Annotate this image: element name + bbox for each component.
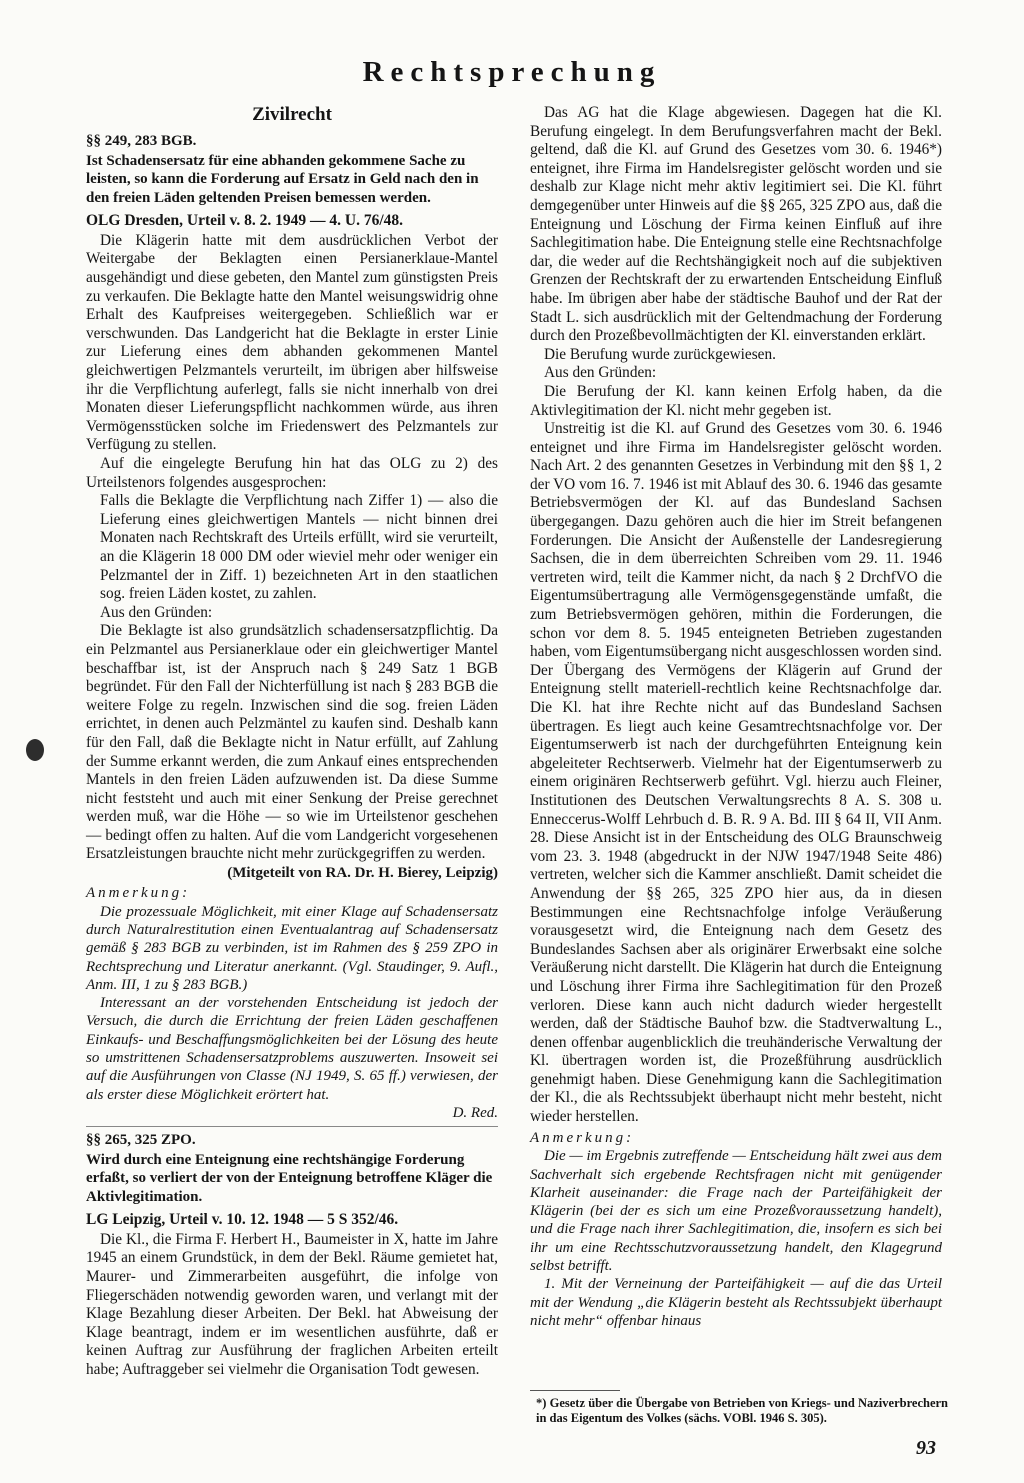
case2-grounds-label: Aus den Gründen: (544, 364, 657, 382)
case1-grounds-text: Die Beklagte ist also grundsätzlich schadensersatzpflichtig. Da ein Pelzmantel aus Persianerklaue oder ein gleichwertiger Mantel beschaffbar ist, ist der Anspruch nach § 249 Satz 1 BGB begründet. Für den Fall der Nichterfüllung ist nach § 283 BGB die weitere Folge zu regeln. Inzwischen sind die sog. freien Läden errichtet, in denen auch Pelzmäntel zu kaufen sind. Deshalb kann für den Fall, daß die Beklagte nicht in Natur erfüllt, auf Zahlung der Summe erkannt werden, die zum Ankauf eines entsprechenden Mantels in den freien Läden aufzuwenden ist. Da diese Summe nicht feststeht und auch mit einer Senkung der Preise gerechnet werden muß, war die Höhe — so wie im Urteilstenor geschehen — bedingt offen zu halten. Auf die vom Landgericht vorgesehenen Ersatzleistungen brauchte nicht mehr zurückgegriffen zu werden. (86, 622, 498, 863)
case2-note-2: 1. Mit der Verneinung der Parteifähigkeit — auf die das Urteil mit der Wendung „die Klägerin besteht als Rechtssubjekt überhaupt nicht mehr“ offenbar hinaus (530, 1276, 942, 1329)
left-column (86, 104, 498, 1380)
case1-signature: (Mitgeteilt von RA. Dr. H. Bierey, Leipzig) (227, 865, 498, 882)
case2-result: Die Berufung wurde zurückgewiesen. (544, 345, 776, 363)
footnote: *) Gesetz über die Übergabe von Betrieben von Kriegs- und Naziverbrechern in das Eigentum des Volkes (sächs. VOBl. 1946 S. 305). (536, 1396, 948, 1425)
case2-norm: §§ 265, 325 ZPO. (86, 1131, 196, 1148)
case2-facts: Die Kl., die Firma F. Herbert H., Baumeister in X, hatte im Jahre 1945 an einem Grundstück, in dem der Bekl. Räume gemietet hat, Maurer- und Zimmerarbeiten ausgeführt, die infolge von Fliegerschäden notwendig geworden waren, und verlangt mit der Klage Bezahlung dieser Arbeiten. Der Bekl. hat Abweisung der Klage beantragt, indem er im wesentlichen ausführte, daß er keinen Auftrag zur Ausführung der fraglichen Arbeiten erteilt habe; Auftraggeber sei vielmehr die Organisation Todt gewesen. (86, 1230, 498, 1378)
right-column (530, 104, 942, 1330)
page-number: 93 (916, 1437, 936, 1459)
case1-appeal: Auf die eingelegte Berufung hin hat das OLG zu 2) des Urteilstenors folgendes ausgesprochen: (86, 455, 498, 491)
case1-headnote: Ist Schadensersatz für eine abhanden gekommene Sache zu leisten, so kann die Forderung auf Ersatz in Geld nach den in den freien Läden geltenden Preisen bemessen werden. (86, 153, 479, 206)
case1-facts: Die Klägerin hatte mit dem ausdrücklichen Verbot der Weitergabe der Beklagten einen Persianerklaue-Mantel ausgehändigt und diese gebeten, den Mantel zum günstigsten Preis zu verkaufen. Die Beklagte hatte den Mantel weisungswidrig ohne Erhalt des Kaufpreises weitergegeben. Schließlich war er verschwunden. Das Landgericht hat die Beklagte in erster Linie zur Lieferung eines dem abhanden gekommenen Mantel gleichwertigen Pelzmantels verurteilt, im übrigen aber hilfsweise ihr die Verpflichtung auferlegt, falls sie nicht innerhalb von drei Monaten dieser Lieferungspflicht nachkommen würde, aus ihren Vermögensstücken solche im Friedenswert des Pelzmantels zur Verfügung zu stellen. (86, 231, 498, 454)
section-heading: Zivilrecht (252, 104, 332, 125)
case2-grounds-intro: Die Berufung der Kl. kann keinen Erfolg haben, da die Aktivlegitimation der Kl. nicht mehr gegeben ist. (530, 382, 942, 419)
case1-note-1: Die prozessuale Möglichkeit, mit einer Klage auf Schadensersatz durch Naturalrestitution einen Eventualantrag auf Schadensersatz gemäß § 283 BGB zu verbinden, ist im Rahmen des § 259 ZPO in Rechtsprechung und Literatur anerkannt. (Vgl. Staudinger, 9. Aufl., Anm. III, 1 zu § 283 BGB.) (86, 903, 498, 993)
case1-editor-mark: D. Red. (452, 1104, 498, 1121)
case2-note-label: Anmerkung: (530, 1129, 635, 1146)
case2-proceedings: Das AG hat die Klage abgewiesen. Dagegen hat die Kl. Berufung eingelegt. In dem Berufungsverfahren macht der Bekl. geltend, daß die Kl. auf Grund des Gesetzes vom 30. 6. 1946*) enteignet, ihre Firma im Handelsregister gelöscht worden und sie deshalb zur Klage nicht mehr aktiv legitimiert sei. Die Kl. führt demgegenüber unter Hinweis auf die §§ 265, 325 ZPO aus, daß die Enteignung und Löschung der Firma keinen Einfluß auf ihre Sachlegitimation habe. Die Enteignung stelle eine Rechtsnachfolge dar, die weder auf die Rechtshängigkeit noch auf die subjektiven Grenzen der Rechtskraft der zu erwartenden Entscheidung Einfluß habe. Im übrigen aber habe der städtische Bauhof und der Rat der Stadt L. sich ausdrücklich mit der Geltendmachung der Forderung durch den Prozeßbevollmächtigten der Kl. einverstanden erklärt. (530, 104, 942, 345)
case2-headnote: Wird durch eine Enteignung eine rechtshängige Forderung erfaßt, so verliert der von der Enteignung betroffene Kläger die Aktivlegitimation. (86, 1151, 493, 1205)
case1-tenor: Falls die Beklagte die Verpflichtung nach Ziffer 1) — also die Lieferung eines gleichwertigen Mantels — nicht binnen drei Monaten nach Rechtskraft des Urteils erfüllt, wird sie verurteilt, an die Klägerin 18 000 DM oder wieviel mehr oder weniger ein Pelzmantel der in Ziff. 1) bezeichneten Art in den staatlichen sog. freien Läden kostet, zu zahlen. (100, 492, 498, 603)
page-title: Rechtsprechung (362, 56, 662, 88)
case1-note-2: Interessant an der vorstehenden Entscheidung ist jedoch der Versuch, die durch die Errichtung der freien Läden geschaffenen Einkaufs- und Beschaffungsmöglichkeiten bei der Lösung des heute so umstrittenen Schadensersatzproblems auszuwerten. Insoweit sei auf die Ausführungen von Classe (NJ 1949, S. 65 ff.) verwiesen, der als erster diese Möglichkeit erörtert hat. (86, 995, 498, 1103)
case1-court: OLG Dresden, Urteil v. 8. 2. 1949 — 4. U. 76/48. (86, 211, 404, 229)
punch-hole-mark (26, 739, 44, 761)
case2-grounds-text: Unstreitig ist die Kl. auf Grund des Gesetzes vom 30. 6. 1946 enteignet und ihre Firma im Handelsregister gelöscht worden. Nach Art. 2 des genannten Gesetzes in Verbindung mit den §§ 1, 2 der VO vom 16. 7. 1946 ist mit Ablauf des 30. 6. 1946 das gesamte Betriebsvermögen der Kl. auf das Bundesland Sachsen übergegangen. Dazu gehören auch die hier im Streit befangenen Forderungen. Die Ansicht der Außenstelle der Landesregierung Sachsen, die in dem überreichten Schreiben vom 29. 11. 1946 vertreten wird, teilt die Kammer nicht, da nach § 2 DrchfVO die Eigentumsübertragung alle Vermögensgegenstände umfaßt, die zum Betriebsvermögen gehören, mithin die Forderungen, die schon vor dem 8. 5. 1945 enteigneten Betrieben zugestanden haben, vom Eigentumsübergang nicht ausgeschlossen worden sind. Der Übergang des Vermögens der Klägerin auf Grund der Enteignung stellt materiell-rechtlich keine Rechtsnachfolge dar. Die Kl. hat ihre Rechte nicht auf das Bundesland Sachsen übertragen. Es liegt auch keine Gesamtrechtsnachfolge vor. Der Eigentumserwerb ist nach der durchgeführten Enteignung kein abgeleiteter Rechtserwerb. Vielmehr hat der Eigentumserwerb zu einem originären Rechtserwerb geführt. Vgl. hierzu auch Fleiner, Institutionen des Deutschen Verwaltungsrechts 8 A. S. 308 u. Enneccerus-Wolff Lehrbuch d. B. R. 9 A. Bd. III § 64 II, VII Anm. 28. Diese Ansicht ist in der Entscheidung des OLG Braunschweig vom 23. 3. 1948 (abgedruckt in der NJW 1947/1948 Seite 486) vertreten, welcher sich die Kammer anschließt. Damit scheidet die Anwendung der §§ 265, 325 ZPO hier aus, da in diesen Bestimmungen eine Rechtsnachfolge infolge Veräußerung vorausgesetzt wird, die Enteignung nach dem Gesetz des Bundeslandes Sachsen aber als originärer Erwerbsakt eine solche Veräußerung nicht darstellt. Die Klägerin hat durch die Enteignung und Löschung ihrer Firma ihre Sachlegitimation für den Prozeß verloren. Diese kann auch nicht dadurch wieder hergestellt werden, daß der Städtische Bauhof bzw. die Stadtverwaltung L., denen offenbar augenblicklich die treuhänderische Verwaltung der Kl. übertragen worden ist, die Prozeßführung ausdrücklich genehmigt haben. Diese Genehmigung kann die Sachlegitimation der Kl., die als Rechtssubjekt überhaupt nicht mehr besteht, nicht wieder herstellen. (530, 420, 942, 1126)
case2-court: LG Leipzig, Urteil v. 10. 12. 1948 — 5 S 352/46. (86, 1210, 399, 1228)
case2-note-1: Die — im Ergebnis zutreffende — Entscheidung hält zwei aus dem Sachverhalt sich ergebende Rechtsfragen nicht mit genügender Klarheit auseinander: die Frage nach der Parteifähigkeit der Klägerin (bei der es sich um eine Prozeßvoraussetzung handelt), und die Frage nach ihrer Sachlegitimation, die, insofern es sich bei ihr um eine Rechtsschutzvoraussetzung handelt, den Klagegrund selbst betrifft. (530, 1148, 943, 1275)
case1-grounds-label: Aus den Gründen: (100, 603, 213, 621)
case1-note-label: Anmerkung: (86, 885, 191, 902)
case1-norm: §§ 249, 283 BGB. (86, 133, 197, 149)
footnote-rule (530, 1390, 620, 1391)
divider (86, 1126, 498, 1127)
